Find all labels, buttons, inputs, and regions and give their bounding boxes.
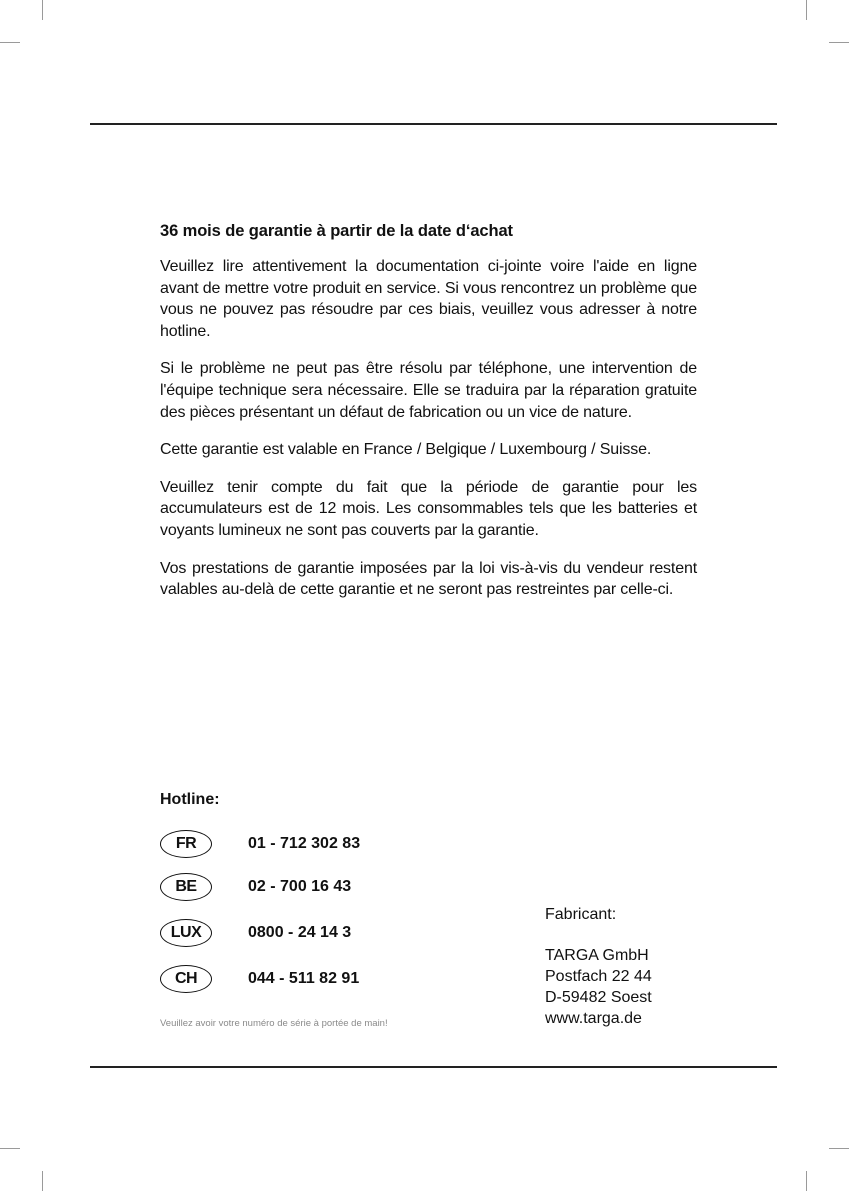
crop-mark-left-top <box>0 42 20 43</box>
warranty-paragraph-2: Si le problème ne peut pas être résolu par téléphone, une intervention de l'équipe technique sera nécessaire. Elle se traduira par la réparation gratuite des pièces présentant un défaut de fabrication ou un vice de nature. <box>160 360 697 421</box>
hotline-row-be <box>160 872 351 902</box>
country-badge-ch: CH <box>160 965 212 993</box>
warranty-title: 36 mois de garantie à partir de la date d‘achat <box>160 222 513 240</box>
bottom-rule <box>90 1066 777 1068</box>
crop-mark-left-bottom <box>0 1148 20 1149</box>
manufacturer-street: Postfach 22 44 <box>545 968 652 985</box>
hotline-title: Hotline: <box>160 791 220 808</box>
top-rule <box>90 123 777 125</box>
country-badge-lux: LUX <box>160 919 212 947</box>
warranty-paragraph-5: Vos prestations de garantie imposées par la loi vis-à-vis du vendeur restent valables au-delà de cette garantie et ne seront pas restreintes par celle-ci. <box>160 559 697 599</box>
manufacturer-website: www.targa.de <box>545 1010 642 1027</box>
warranty-paragraph-3: Cette garantie est valable en France / Belgique / Luxembourg / Suisse. <box>160 441 652 459</box>
crop-mark-right-top <box>829 42 849 43</box>
hotline-row-fr <box>160 829 360 859</box>
crop-mark-right-bottom <box>829 1148 849 1149</box>
warranty-paragraph-4: Veuillez tenir compte du fait que la période de garantie pour les accumulateurs est de 12 mois. Les consommables tels que les batteries et voyants lumineux ne sont pas couverts par la garantie. <box>160 478 697 539</box>
phone-number-be: 02 - 700 16 43 <box>248 878 352 895</box>
crop-mark-bottom-left <box>42 1171 43 1191</box>
warranty-paragraph-1: Veuillez lire attentivement la documentation ci-jointe voire l'aide en ligne avant de mettre votre produit en service. Si vous rencontrez un problème que vous ne pouvez pas résoudre par ces biais, veuillez vous adresser à notre hotline. <box>160 258 697 340</box>
crop-mark-top-right <box>806 0 807 20</box>
serial-number-note: Veuillez avoir votre numéro de série à portée de main! <box>160 1018 388 1029</box>
hotline-row-lux <box>160 918 351 948</box>
manufacturer-city: D-59482 Soest <box>545 989 652 1006</box>
phone-number-lux: 0800 - 24 14 3 <box>248 924 352 941</box>
manufacturer-name: TARGA GmbH <box>545 947 649 964</box>
manufacturer-label: Fabricant: <box>545 906 617 923</box>
crop-mark-bottom-right <box>806 1171 807 1191</box>
country-badge-fr: FR <box>160 830 212 858</box>
warranty-section <box>160 222 697 617</box>
country-badge-be: BE <box>160 873 212 901</box>
phone-number-fr: 01 - 712 302 83 <box>248 835 361 852</box>
crop-mark-top-left <box>42 0 43 20</box>
phone-number-ch: 044 - 511 82 91 <box>248 970 360 987</box>
hotline-row-ch <box>160 964 359 994</box>
